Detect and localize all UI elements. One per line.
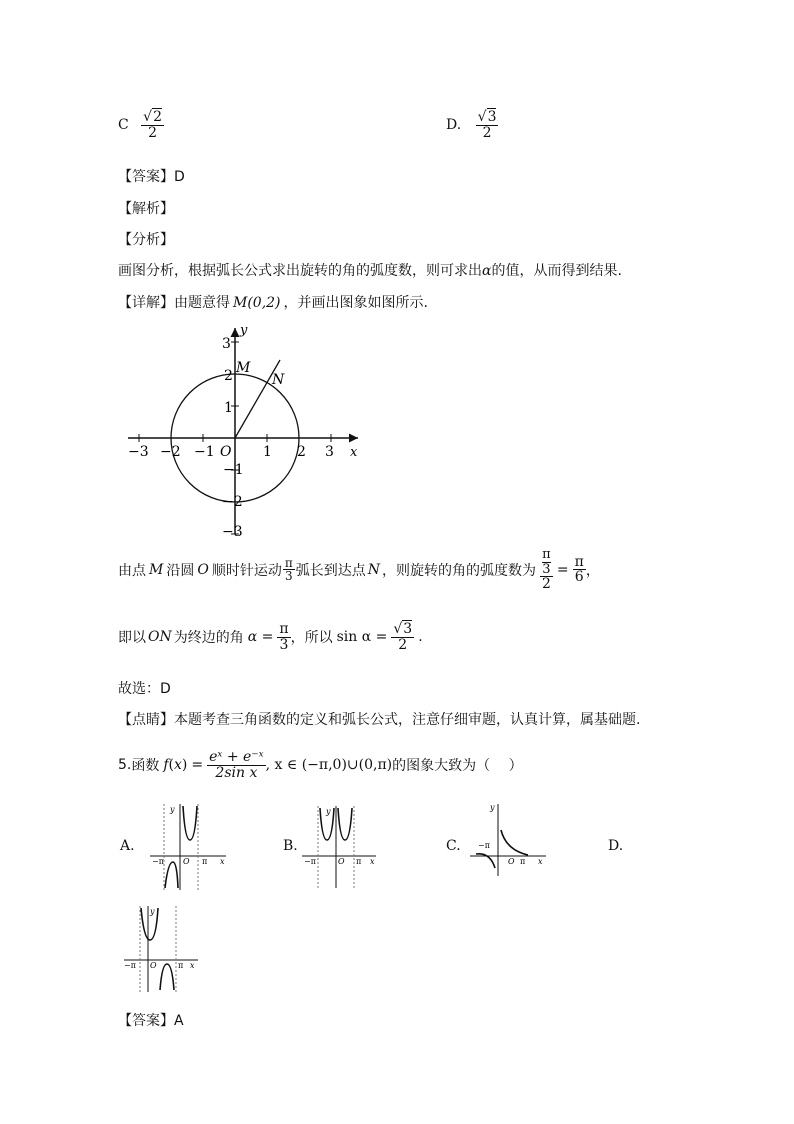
svg-text:x: x [538,857,543,866]
choose-line: 故选：D [118,681,171,697]
option-c-num: 2 [153,109,163,125]
x-axis-label: x [350,445,358,460]
circle-figure [126,322,366,542]
svg-text:y: y [326,807,331,816]
answer-2: 【答案】A [118,1013,184,1029]
tick-y-neg2: −2 [222,494,243,510]
svg-text:y: y [490,803,495,812]
choice-d-label: D. [608,838,624,854]
arc-fraction: $\frac{\pi}{3}$ [284,555,293,584]
tick-y-neg1: −1 [223,462,244,478]
svg-text:π: π [178,961,184,970]
fenxi-text: 画图分析，根据弧长公式求出旋转的角的弧度数，则可求出α的值，从而得到结果. [118,263,622,279]
function-fraction: $\frac{\text{eˣ + e⁻ˣ}}{\text{2sin x}}$ [209,749,264,781]
option-d [446,110,498,140]
tick-y-3: 3 [222,336,231,352]
option-d-den: 2 [482,124,492,141]
option-c-label: C [118,117,129,134]
tick-x-3: 3 [325,444,334,460]
alpha-fraction: $\frac{\pi}{3}$ [279,621,289,653]
point-m: M(0,2) [233,295,281,311]
option-d-label: D. [446,117,462,134]
analysis-heading: 【解析】 [118,201,174,217]
tick-y-1: 1 [224,400,233,416]
fenxi-heading: 【分析】 [118,232,174,248]
svg-text:π: π [202,857,208,866]
svg-text:−π: −π [152,857,164,866]
sin-fraction: $\frac{√3}{2}$ [393,621,413,653]
graph-d [122,902,202,994]
tick-x-neg3: −3 [128,444,149,460]
choice-c-label: C. [446,838,461,854]
option-c [118,110,164,140]
option-c-den: 2 [148,124,158,141]
dianjing-line: 【点睛】本题考查三角函数的定义和弧长公式，注意仔细审题，认真计算，属基础题. [118,712,641,728]
graph-a [148,800,230,892]
svg-text:y: y [150,907,155,916]
svg-text:−π: −π [478,841,490,850]
tick-x-neg2: −2 [160,444,181,460]
result-fraction: $\frac{\pi}{6}$ [574,553,584,586]
option-d-num: 3 [487,109,497,125]
choice-a-label: A. [120,838,135,854]
alpha-symbol: α [482,263,492,279]
detail-text: 【详解】由题意得 M(0,2) ，并画出图象如图所示. [118,295,428,311]
tick-x-neg1: −1 [194,444,215,460]
point-n-label: N [272,372,285,388]
point-m-label: M [236,360,251,376]
tick-y-neg3: −3 [222,524,243,540]
question-5: 5. 函数 f ( x ) = $\frac{\text{eˣ + e⁻ˣ}}{\text{2sin x}}$ , x ∈ (−π,0)∪(0,π) 的图象大致为（ ） [118,749,523,781]
rotation-line: 由点 M 沿圆 O 顺时针运动 $\frac{\pi}{3}$ 弧长到达点 N ，则旋转的角的弧度数为 π 3 2 = $\frac{\pi}{6}$ ， [118,547,600,593]
svg-text:−π: −π [304,857,316,866]
option-d-fraction: $\frac{√3}{2}$ [477,109,497,141]
alpha-line: 即以 ON 为终边的角 α = $\frac{\pi}{3}$ ，所以 sin α = $\frac{√3}{2}$ . [118,621,423,653]
svg-text:O: O [338,857,345,866]
svg-text:O: O [183,857,190,866]
svg-text:O: O [150,961,157,970]
svg-text:x: x [220,857,225,866]
choice-b-label: B. [283,838,298,854]
tick-x-1: 1 [263,444,272,460]
svg-text:x: x [190,961,195,970]
svg-text:x: x [370,857,375,866]
origin-label: O [220,444,232,460]
graph-c [468,800,550,878]
graph-b [300,802,380,892]
svg-text:−π: −π [124,961,136,970]
svg-text:π: π [520,857,526,866]
option-c-fraction: $\frac{√2}{2}$ [143,109,163,141]
answer-1: 【答案】D [118,169,185,185]
svg-text:O: O [508,857,515,866]
svg-text:π: π [356,857,362,866]
tick-y-2: 2 [224,368,233,384]
y-axis-label: y [240,323,248,338]
tick-x-2: 2 [297,444,306,460]
radian-fraction: π 3 2 [541,547,551,593]
svg-text:y: y [170,805,175,814]
